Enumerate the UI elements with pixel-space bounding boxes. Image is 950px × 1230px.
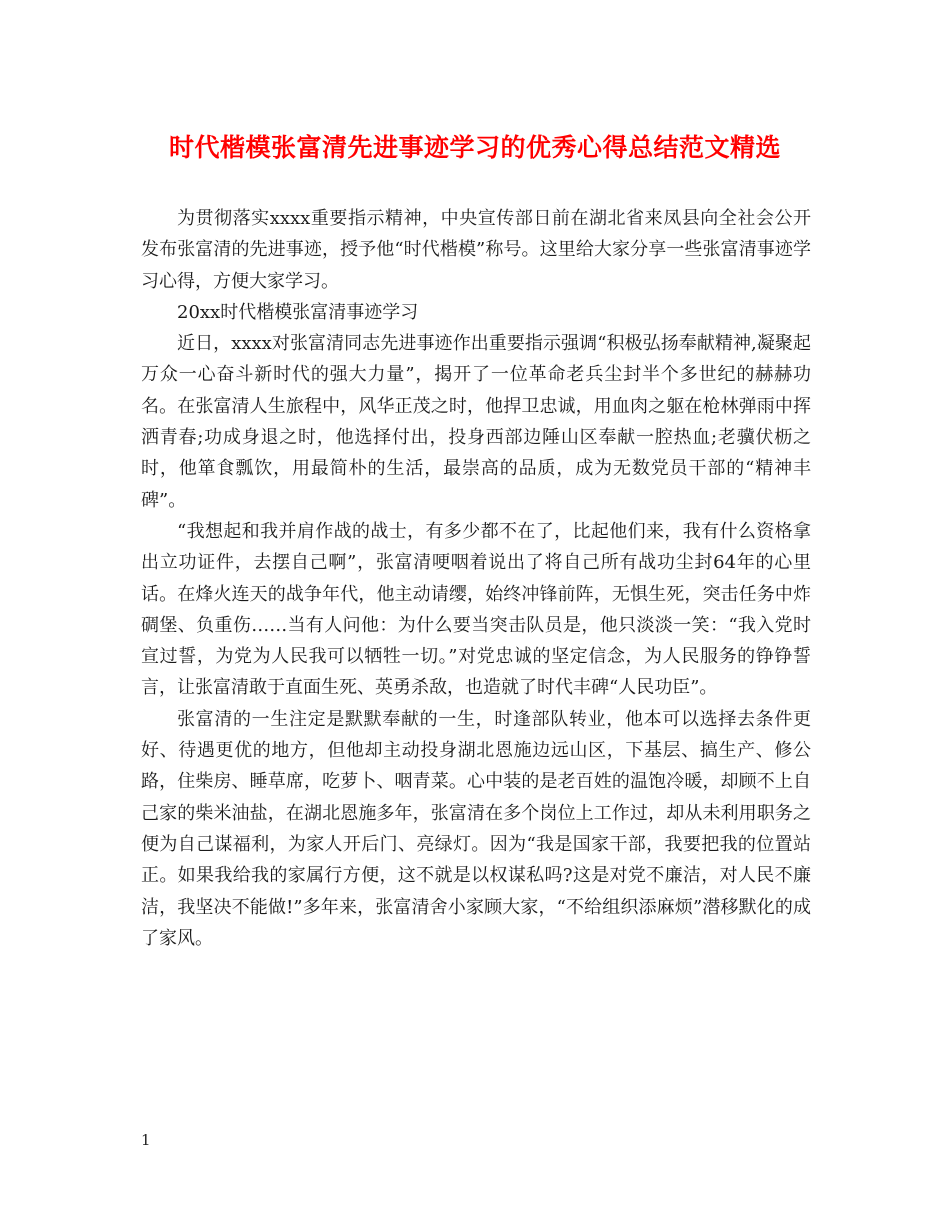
paragraph-subheading: 20xx时代楷模张富清事迹学习	[177, 301, 419, 323]
page-number: 1	[141, 1131, 151, 1149]
paragraph-war-years: “我想起和我并肩作战的战士，有多少都不在了，比起他们来，我有什么资格拿出立功证件，去摆自己啊”，张富清哽咽着说出了将自己所有战功尘封64年的心里话。在烽火连天的战争年代，他主动请缨，始终冲锋前阵，无惧生死，突击任务中炸碉堡、负重伤……当有人问他：为什么要当突击队员是，他只淡淡一笑：“我入党时宣过誓，为党为人民我可以牺牲一切。”对党忠诚的坚定信念，为人民服务的铮铮誓言，让张富清敢于直面生死、英勇杀敌，也造就了时代丰碑“人民功臣”。	[141, 520, 811, 699]
document-body	[141, 203, 811, 954]
paragraph-intro: 为贯彻落实xxxx重要指示精神，中央宣传部日前在湖北省来凤县向全社会公开发布张富清的先进事迹，授予他“时代楷模”称号。这里给大家分享一些张富清事迹学习心得，方便大家学习。	[141, 208, 811, 292]
paragraph-instruction: 近日，xxxx对张富清同志先进事迹作出重要指示强调“积极弘扬奉献精神,凝聚起万众一心奋斗新时代的强大力量”，揭开了一位革命老兵尘封半个多世纪的赫赫功名。在张富清人生旅程中，风华正茂之时，他捍卫忠诚，用血肉之躯在枪林弹雨中挥洒青春;功成身退之时，他选择付出，投身西部边陲山区奉献一腔热血;老骥伏枥之时，他箪食瓢饮，用最简朴的生活，最崇高的品质，成为无数党员干部的“精神丰碑”。	[141, 333, 811, 511]
paragraph-dedication: 张富清的一生注定是默默奉献的一生，时逢部队转业，他本可以选择去条件更好、待遇更优的地方，但他却主动投身湖北恩施边远山区，下基层、搞生产、修公路，住柴房、睡草席，吃萝卜、咽青菜。心中装的是老百姓的温饱冷暖，却顾不上自己家的柴米油盐，在湖北恩施多年，张富清在多个岗位上工作过，却从未利用职务之便为自己谋福利，为家人开后门、亮绿灯。因为“我是国家干部，我要把我的位置站正。如果我给我的家属行方便，这不就是以权谋私吗?这是对党不廉洁，对人民不廉洁，我坚决不能做!”多年来，张富清舍小家顾大家，“不给组织添麻烦”潜移默化的成了家风。	[141, 708, 811, 949]
document-title: 时代楷模张富清先进事迹学习的优秀心得总结范文精选	[168, 133, 781, 162]
